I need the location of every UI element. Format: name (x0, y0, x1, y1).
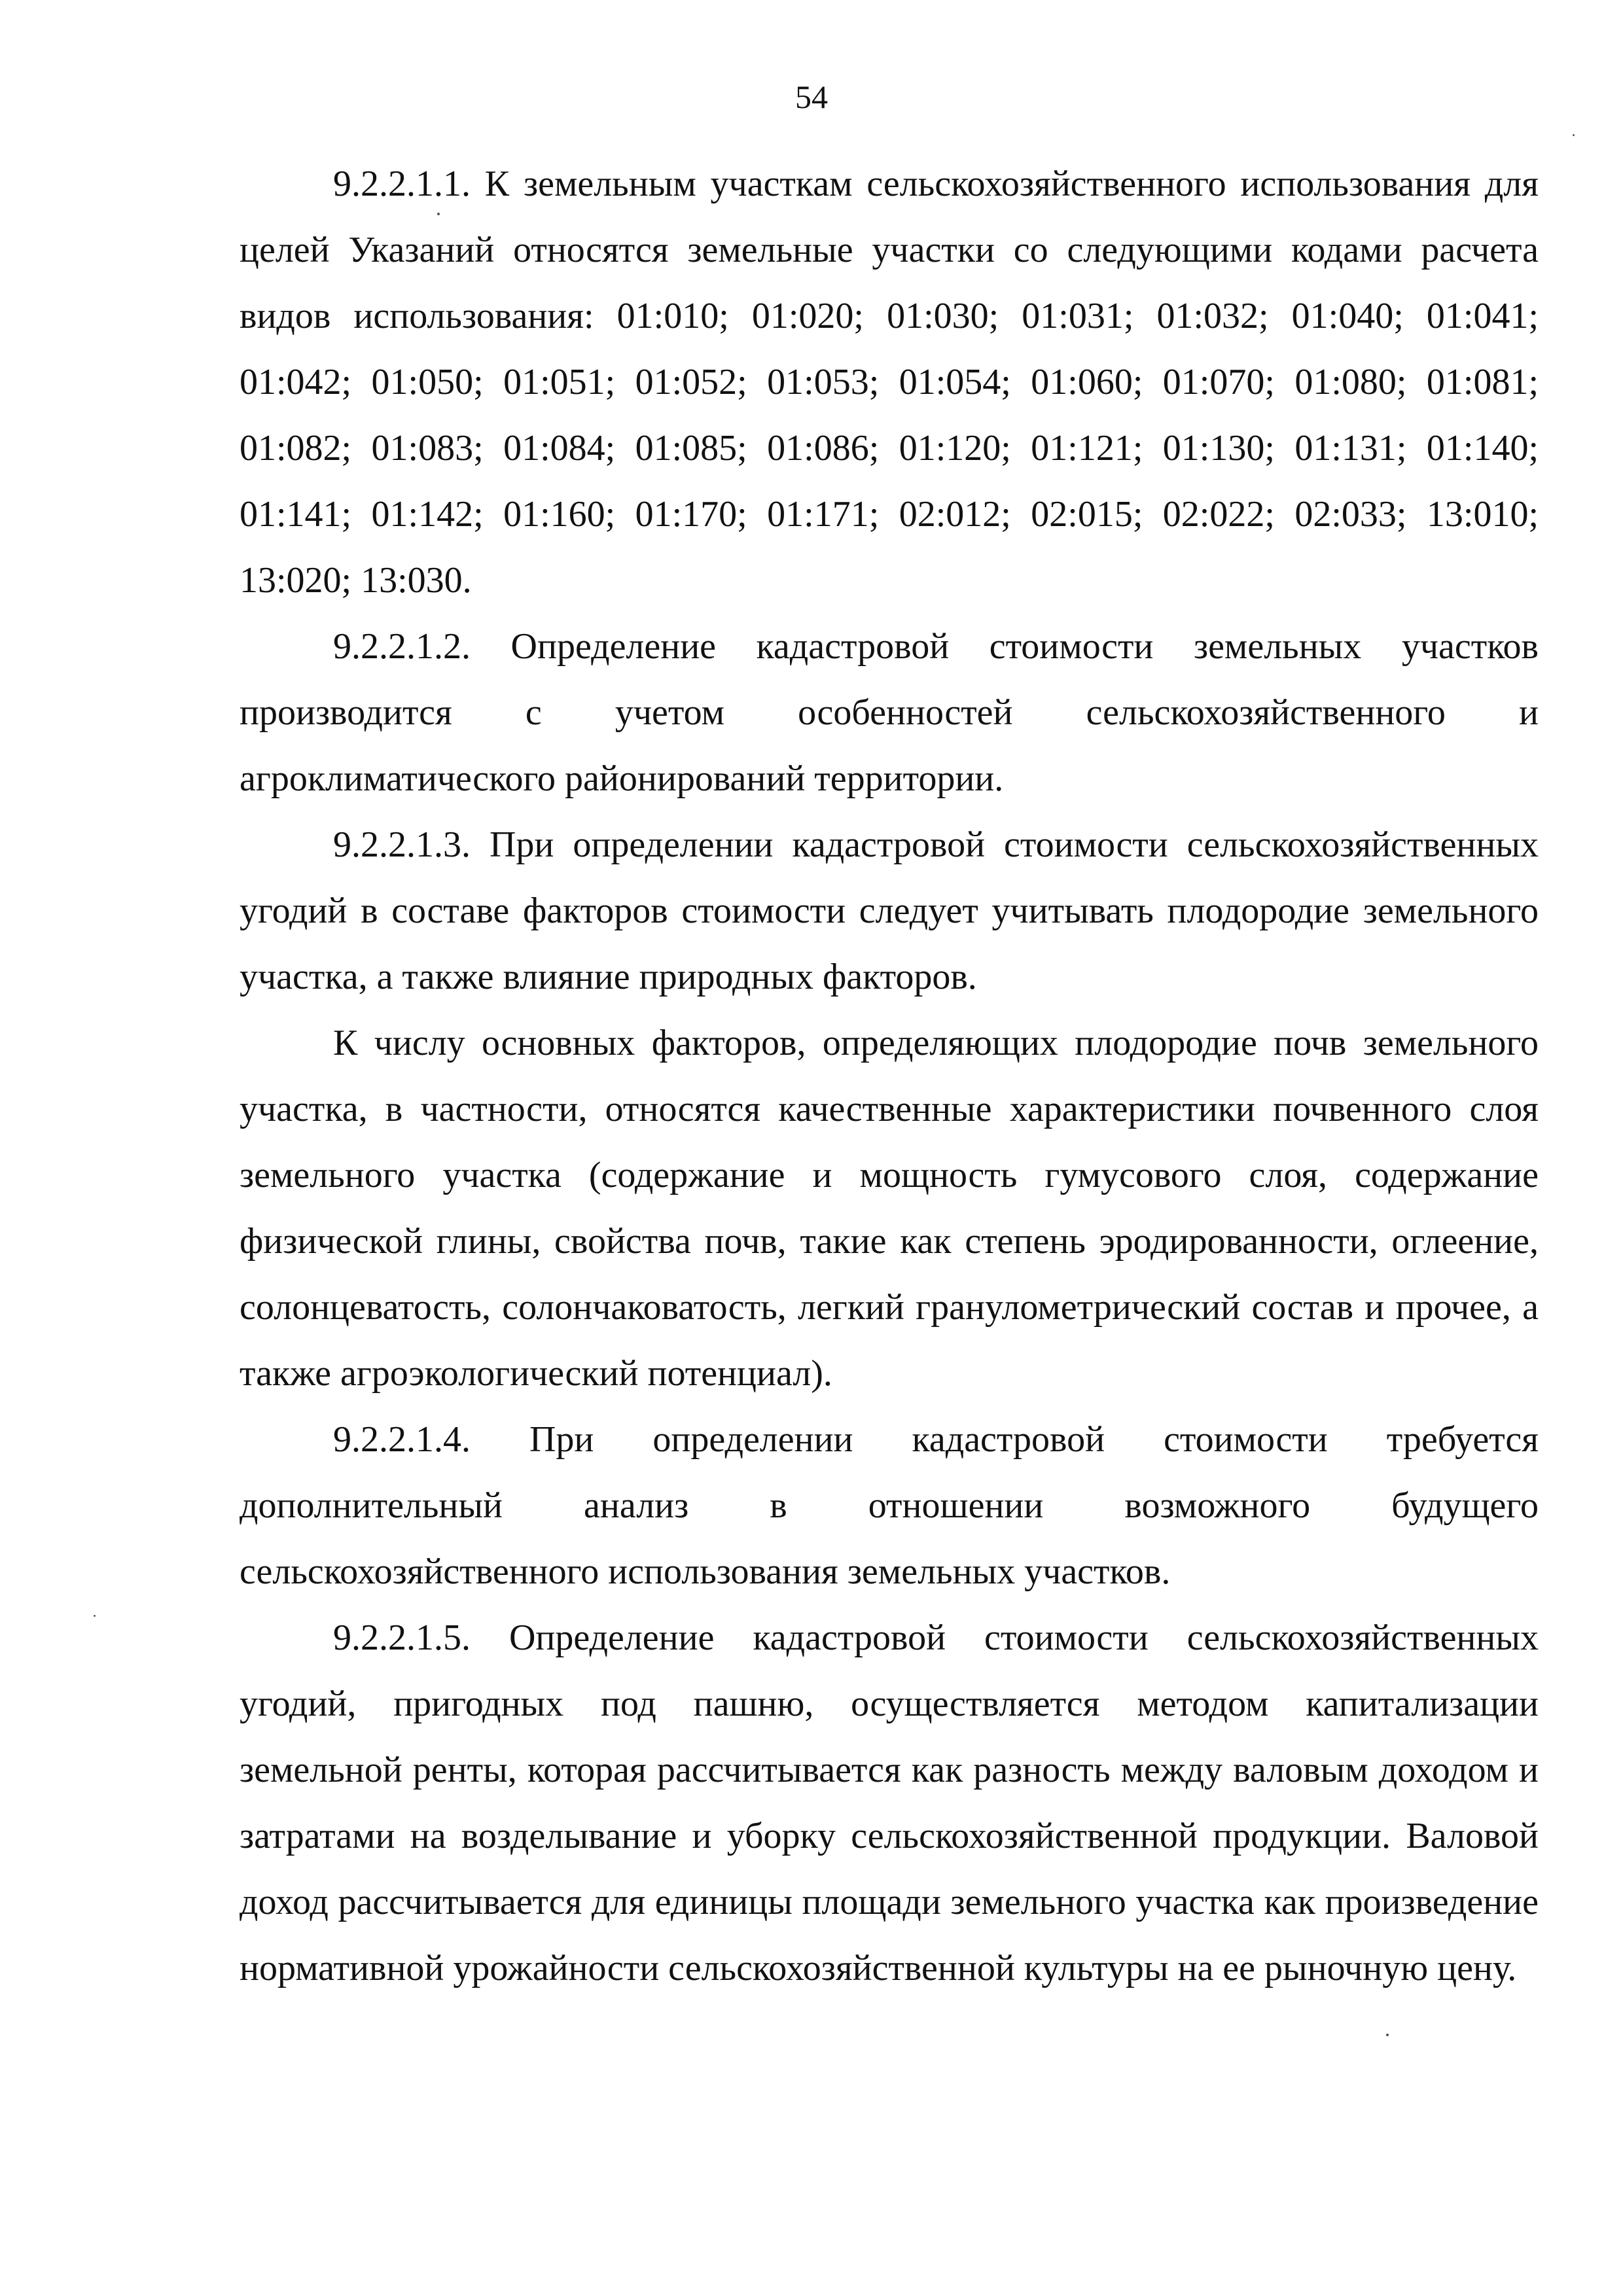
paragraph-9-2-2-1-1: 9.2.2.1.1. К земельным участкам сельскохозяйственного использования для целей Указаний относятся земельные участки со следующими кодами расчета видов использования: 01:010; 01:020; 01:030; 01:031; 01:032; 01:040; 01:041; 01:042; 01:050; 01:051; 01:052; 01:053; 01:054; 01:060; 01:070; 01:080; 01:081; 01:082; 01:083; 01:084; 01:085; 01:086; 01:120; 01:121; 01:130; 01:131; 01:140; 01:141; 01:142; 01:160; 01:170; 01:171; 02:012; 02:015; 02:022; 02:033; 13:010; 13:020; 13:030. (240, 164, 1539, 601)
paragraph-9-2-2-1-5: 9.2.2.1.5. Определение кадастровой стоимости сельскохозяйственных угодий, пригодных под пашню, осуществляется методом капитализации земельной ренты, которая рассчитывается как разность между валовым доходом и затратами на возделывание и уборку сельскохозяйственной продукции. Валовой доход рассчитывается для единицы площади земельного участка как произведение нормативной урожайности сельскохозяйственной культуры на ее рыночную цену. (240, 1617, 1539, 1988)
paragraph-9-2-2-1-2: 9.2.2.1.2. Определение кадастровой стоимости земельных участков производится с учетом особенностей сельскохозяйственного и агроклиматического районирований территории. (240, 626, 1539, 799)
scan-speck (437, 213, 440, 215)
paragraph-soil-factors: К числу основных факторов, определяющих плодородие почв земельного участка, в частности, относятся качественные характеристики почвенного слоя земельного участка (содержание и мощность гумусового слоя, содержание физической глины, свойства почв, такие как степень эродированности, оглеение, солонцеватость, солончаковатость, легкий гранулометрический состав и прочее, а также агроэкологический потенциал). (240, 1023, 1539, 1394)
page-number: 54 (795, 79, 828, 115)
paragraph-9-2-2-1-4: 9.2.2.1.4. При определении кадастровой стоимости требуется дополнительный анализ в отношении возможного будущего сельскохозяйственного использования земельных участков. (240, 1419, 1539, 1592)
scan-speck (1573, 134, 1575, 136)
scan-speck (1386, 2034, 1389, 2036)
paragraph-9-2-2-1-3: 9.2.2.1.3. При определении кадастровой стоимости сельскохозяйственных угодий в составе факторов стоимости следует учитывать плодородие земельного участка, а также влияние природных факторов. (240, 824, 1539, 997)
document-body (240, 151, 1539, 2002)
scan-speck (94, 1615, 96, 1617)
